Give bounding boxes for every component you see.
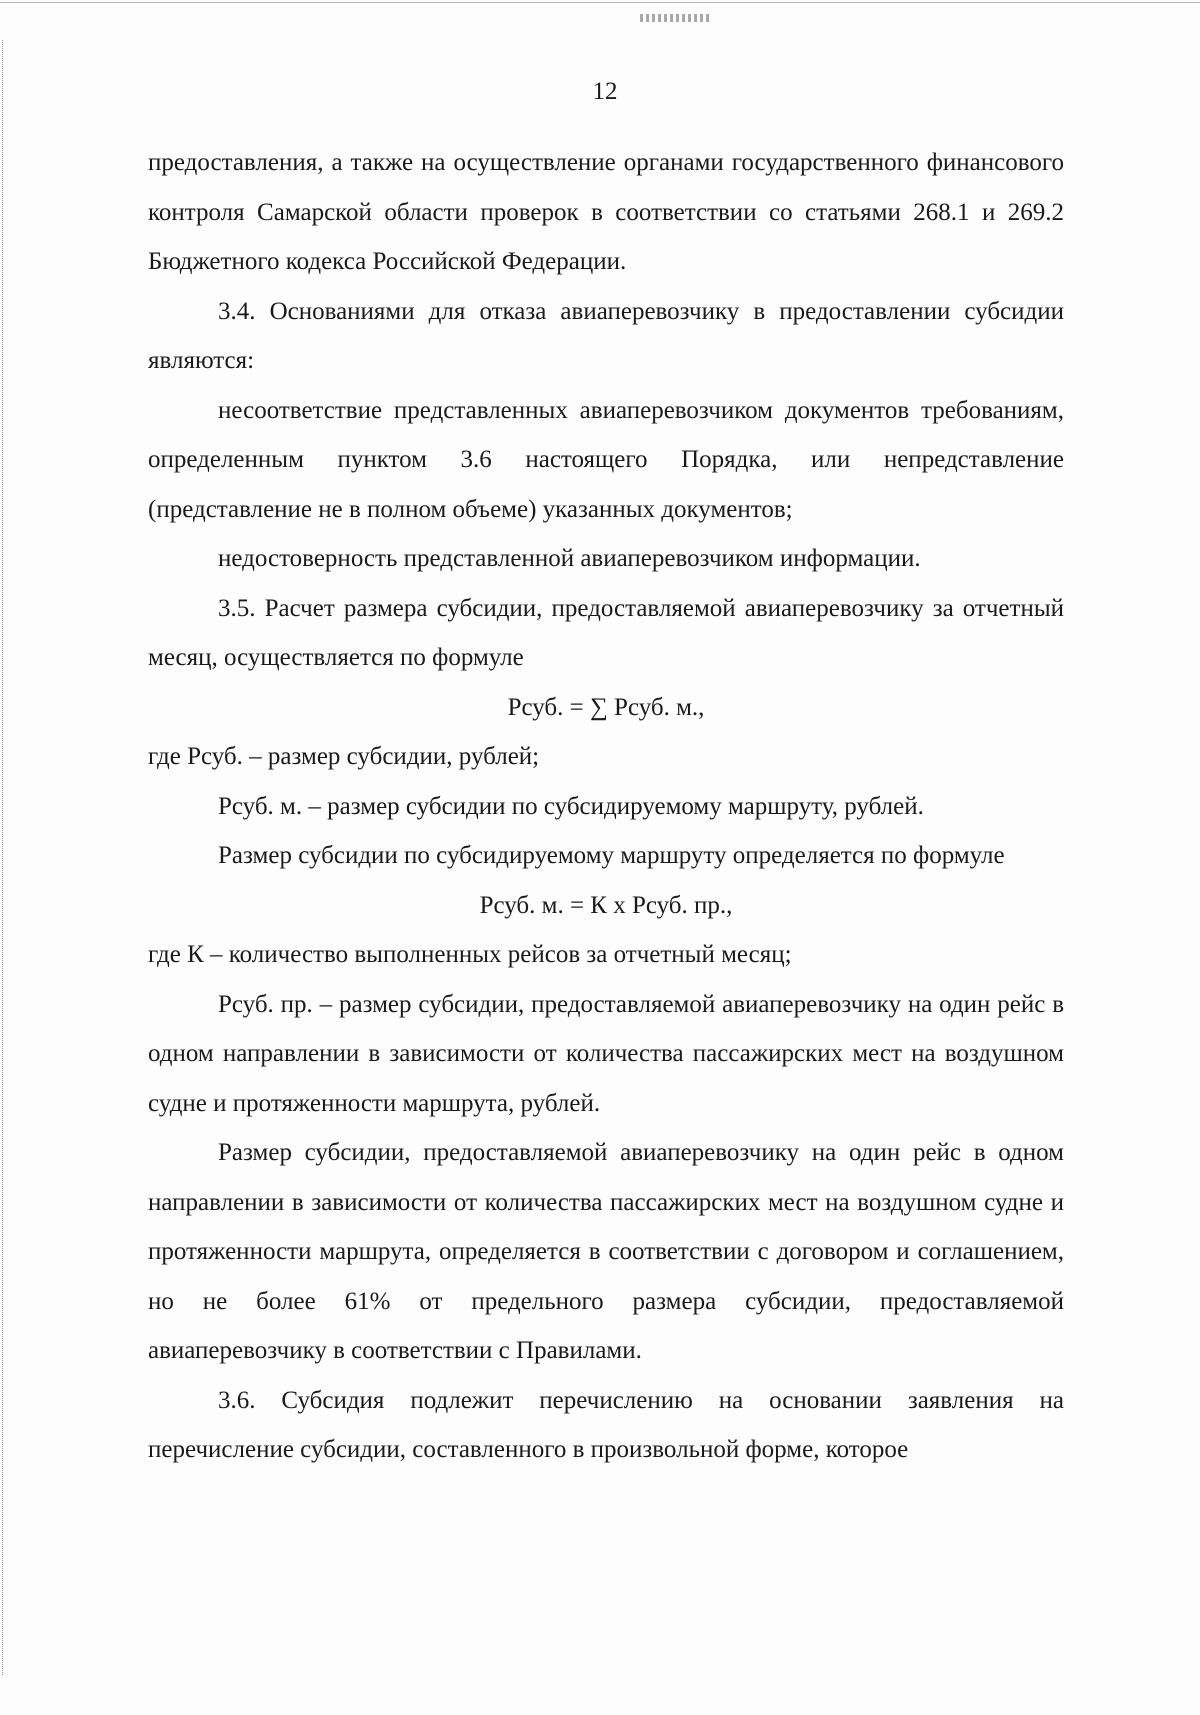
document-body — [148, 138, 1064, 1475]
paragraph-refusal-ground-2: недостоверность представленной авиаперевозчиком информации. — [218, 545, 921, 572]
paragraph-definition-rsub-m: Рсуб. м. – размер субсидии по субсидируемому маршруту, рублей. — [218, 792, 924, 820]
formula-route-subsidy: Рсуб. м. = К х Рсуб. пр., — [479, 891, 733, 919]
paragraph-3-5: 3.5. Расчет размера субсидии, предоставляемой авиаперевозчику за отчетный месяц, осуществляется по формуле — [148, 594, 1064, 671]
paragraph-definition-k: где К – количество выполненных рейсов за отчетный месяц; — [148, 941, 792, 968]
paragraph-continuation: предоставления, а также на осуществление органами государственного финансового контроля Самарской области проверок в соответствии со статьями 268.1 и 269.2 Бюджетного кодекса Российской Федерации. — [148, 149, 1064, 275]
scan-left-edge — [2, 40, 3, 1675]
paragraph-3-6: 3.6. Субсидия подлежит перечислению на основании заявления на перечисление субсидии, составленного в произвольной форме, которое — [148, 1386, 1064, 1463]
scan-top-edge — [0, 2, 1200, 3]
paragraph-refusal-ground-1: несоответствие представленных авиаперевозчиком документов требованиям, определенным пунктом 3.6 настоящего Порядка, или непредставление (представление не в полном объеме) указанных документов; — [148, 396, 1064, 523]
paragraph-3-4: 3.4. Основаниями для отказа авиаперевозчику в предоставлении субсидии являются: — [148, 297, 1064, 374]
formula-total-subsidy: Рсуб. = ∑ Рсуб. м., — [507, 693, 705, 721]
paragraph-route-subsidy: Размер субсидии по субсидируемому маршруту определяется по формуле — [218, 842, 1005, 869]
paragraph-subsidy-limit: Размер субсидии, предоставляемой авиаперевозчику на один рейс в одном направлении в зависимости от количества пассажирских мест на воздушном судне и протяженности маршрута, определяется в соответствии с договором и соглашением, но не более 61% от предельного размера субсидии, предоставляемой авиаперевозчику в соответствии с Правилами. — [148, 1139, 1064, 1364]
paragraph-definition-rsub: где Рсуб. – размер субсидии, рублей; — [148, 743, 540, 770]
paragraph-definition-rsub-pr: Рсуб. пр. – размер субсидии, предоставляемой авиаперевозчику на один рейс в одном направлении в зависимости от количества пассажирских мест на воздушном судне и протяженности маршрута, рублей. — [148, 990, 1064, 1117]
scan-artifact — [640, 14, 710, 22]
page-number: 12 — [592, 78, 618, 105]
